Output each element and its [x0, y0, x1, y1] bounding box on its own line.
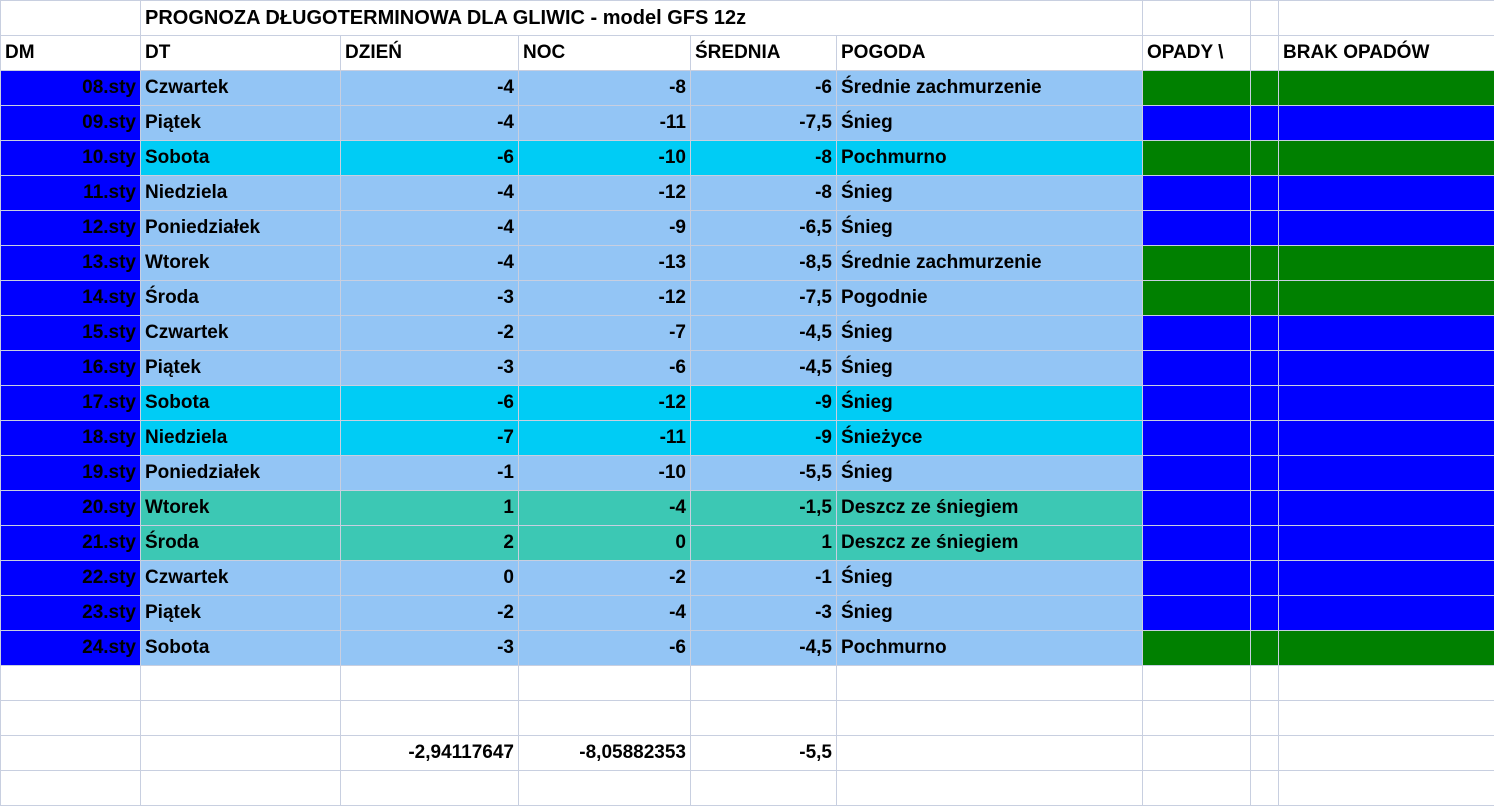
cell-weather: Średnie zachmurzenie [837, 71, 1143, 106]
cell-day-temp: -1 [341, 456, 519, 491]
cell-weekday: Niedziela [141, 421, 341, 456]
cell-precipitation-indicator [1143, 386, 1251, 421]
cell-day-temp: -2 [341, 316, 519, 351]
cell-date: 23.sty [1, 596, 141, 631]
cell-precipitation-indicator [1251, 526, 1279, 561]
cell-precipitation-indicator [1251, 106, 1279, 141]
header-srednia: ŚREDNIA [691, 36, 837, 71]
cell-average-temp: -4,5 [691, 351, 837, 386]
cell-blank [1143, 666, 1251, 701]
table-row [1, 561, 1494, 596]
cell-average-temp: -1 [691, 561, 837, 596]
cell-precipitation-indicator [1143, 141, 1251, 176]
cell-blank [141, 701, 341, 736]
cell-weather: Śnieg [837, 456, 1143, 491]
cell-precipitation-indicator [1279, 631, 1494, 666]
cell-precipitation-indicator [1279, 141, 1494, 176]
cell-weekday: Niedziela [141, 176, 341, 211]
cell-blank [519, 666, 691, 701]
summary-night-average: -8,05882353 [519, 736, 691, 771]
cell-day-temp: 0 [341, 561, 519, 596]
cell-weather: Śnieżyce [837, 421, 1143, 456]
table-row [1, 631, 1494, 666]
cell-date: 13.sty [1, 246, 141, 281]
cell-precipitation-indicator [1143, 106, 1251, 141]
cell-average-temp: -9 [691, 421, 837, 456]
cell-day-temp: -3 [341, 281, 519, 316]
cell-precipitation-indicator [1279, 596, 1494, 631]
cell-day-temp: -4 [341, 106, 519, 141]
cell-average-temp: -4,5 [691, 316, 837, 351]
cell-blank [1143, 771, 1251, 806]
cell-blank [1, 666, 141, 701]
cell-precipitation-indicator [1279, 421, 1494, 456]
cell-weekday: Wtorek [141, 491, 341, 526]
cell-day-temp: -6 [341, 386, 519, 421]
table-row [1, 71, 1494, 106]
cell-blank [1251, 666, 1279, 701]
cell-precipitation-indicator [1251, 176, 1279, 211]
cell-precipitation-indicator [1143, 211, 1251, 246]
cell-date: 11.sty [1, 176, 141, 211]
cell-average-temp: -9 [691, 386, 837, 421]
header-dzien: DZIEŃ [341, 36, 519, 71]
cell-precipitation-indicator [1143, 246, 1251, 281]
cell-night-temp: -8 [519, 71, 691, 106]
cell-night-temp: -2 [519, 561, 691, 596]
cell-precipitation-indicator [1251, 456, 1279, 491]
cell-weather: Śnieg [837, 316, 1143, 351]
cell-weekday: Środa [141, 281, 341, 316]
cell-precipitation-indicator [1279, 71, 1494, 106]
cell-precipitation-indicator [1143, 281, 1251, 316]
cell-precipitation-indicator [1143, 526, 1251, 561]
cell-blank [1251, 771, 1279, 806]
cell-precipitation-indicator [1279, 176, 1494, 211]
page-title: PROGNOZA DŁUGOTERMINOWA DLA GLIWIC - model GFS 12z [141, 1, 1143, 36]
cell-weekday: Sobota [141, 386, 341, 421]
cell-precipitation-indicator [1279, 106, 1494, 141]
cell-day-temp: -3 [341, 351, 519, 386]
title-row [1, 1, 1494, 36]
cell-precipitation-indicator [1251, 71, 1279, 106]
header-opady-spacer [1251, 36, 1279, 71]
cell-precipitation-indicator [1279, 351, 1494, 386]
cell-blank [141, 736, 341, 771]
cell-date: 08.sty [1, 71, 141, 106]
table-row [1, 246, 1494, 281]
cell-day-temp: 1 [341, 491, 519, 526]
cell-blank [1143, 701, 1251, 736]
cell-precipitation-indicator [1251, 386, 1279, 421]
header-noc: NOC [519, 36, 691, 71]
cell-day-temp: -7 [341, 421, 519, 456]
cell-date: 22.sty [1, 561, 141, 596]
cell-weather: Śnieg [837, 351, 1143, 386]
table-row [1, 351, 1494, 386]
cell-blank [141, 666, 341, 701]
table-row [1, 176, 1494, 211]
header-brak-opadow: BRAK OPADÓW [1279, 36, 1494, 71]
cell-date: 16.sty [1, 351, 141, 386]
table-row [1, 141, 1494, 176]
title-row-blank-1 [1143, 1, 1251, 36]
cell-blank [837, 666, 1143, 701]
cell-date: 18.sty [1, 421, 141, 456]
cell-blank [1, 771, 141, 806]
cell-weather: Pogodnie [837, 281, 1143, 316]
cell-precipitation-indicator [1279, 246, 1494, 281]
cell-blank [341, 666, 519, 701]
summary-overall-average: -5,5 [691, 736, 837, 771]
cell-weather: Średnie zachmurzenie [837, 246, 1143, 281]
cell-precipitation-indicator [1279, 456, 1494, 491]
cell-weekday: Środa [141, 526, 341, 561]
cell-precipitation-indicator [1143, 351, 1251, 386]
cell-average-temp: -7,5 [691, 106, 837, 141]
cell-precipitation-indicator [1251, 561, 1279, 596]
cell-date: 15.sty [1, 316, 141, 351]
cell-weather: Śnieg [837, 106, 1143, 141]
cell-blank [1279, 771, 1494, 806]
cell-average-temp: -3 [691, 596, 837, 631]
cell-date: 12.sty [1, 211, 141, 246]
cell-date: 09.sty [1, 106, 141, 141]
cell-precipitation-indicator [1251, 596, 1279, 631]
cell-night-temp: -12 [519, 386, 691, 421]
cell-precipitation-indicator [1251, 491, 1279, 526]
cell-precipitation-indicator [1143, 421, 1251, 456]
cell-day-temp: -4 [341, 176, 519, 211]
cell-night-temp: -12 [519, 176, 691, 211]
cell-blank [141, 771, 341, 806]
cell-blank [341, 701, 519, 736]
cell-average-temp: -5,5 [691, 456, 837, 491]
cell-night-temp: -11 [519, 106, 691, 141]
cell-weather: Pochmurno [837, 141, 1143, 176]
cell-precipitation-indicator [1279, 561, 1494, 596]
cell-blank [837, 736, 1143, 771]
cell-precipitation-indicator [1143, 176, 1251, 211]
table-row [1, 386, 1494, 421]
cell-average-temp: -6 [691, 71, 837, 106]
cell-weekday: Sobota [141, 631, 341, 666]
cell-blank [691, 666, 837, 701]
cell-precipitation-indicator [1143, 596, 1251, 631]
cell-average-temp: 1 [691, 526, 837, 561]
cell-date: 21.sty [1, 526, 141, 561]
table-row [1, 211, 1494, 246]
title-row-blank-2 [1251, 1, 1279, 36]
cell-night-temp: -10 [519, 456, 691, 491]
cell-date: 17.sty [1, 386, 141, 421]
cell-precipitation-indicator [1143, 456, 1251, 491]
cell-weekday: Poniedziałek [141, 211, 341, 246]
table-row [1, 596, 1494, 631]
cell-weekday: Czwartek [141, 71, 341, 106]
cell-weekday: Piątek [141, 351, 341, 386]
cell-date: 19.sty [1, 456, 141, 491]
cell-night-temp: -9 [519, 211, 691, 246]
table-row [1, 316, 1494, 351]
cell-night-temp: -6 [519, 351, 691, 386]
table-row [1, 106, 1494, 141]
footer-blank-row-2 [1, 701, 1494, 736]
cell-precipitation-indicator [1251, 351, 1279, 386]
cell-date: 10.sty [1, 141, 141, 176]
cell-precipitation-indicator [1251, 631, 1279, 666]
cell-night-temp: -6 [519, 631, 691, 666]
summary-row [1, 736, 1494, 771]
cell-blank [1, 701, 141, 736]
cell-weather: Śnieg [837, 211, 1143, 246]
cell-precipitation-indicator [1279, 316, 1494, 351]
header-opady: OPADY \ [1143, 36, 1251, 71]
cell-day-temp: -6 [341, 141, 519, 176]
cell-night-temp: -7 [519, 316, 691, 351]
table-row [1, 491, 1494, 526]
cell-precipitation-indicator [1143, 491, 1251, 526]
cell-weekday: Piątek [141, 106, 341, 141]
title-row-spacer [1, 1, 141, 36]
footer-blank-row-3 [1, 771, 1494, 806]
cell-precipitation-indicator [1251, 316, 1279, 351]
cell-precipitation-indicator [1251, 211, 1279, 246]
cell-blank [1, 736, 141, 771]
title-row-blank-3 [1279, 1, 1494, 36]
cell-weekday: Sobota [141, 141, 341, 176]
cell-average-temp: -7,5 [691, 281, 837, 316]
cell-blank [519, 771, 691, 806]
cell-average-temp: -8 [691, 176, 837, 211]
cell-weather: Śnieg [837, 596, 1143, 631]
cell-weekday: Czwartek [141, 561, 341, 596]
cell-precipitation-indicator [1251, 246, 1279, 281]
summary-day-average: -2,94117647 [341, 736, 519, 771]
cell-night-temp: -4 [519, 491, 691, 526]
cell-precipitation-indicator [1143, 71, 1251, 106]
cell-blank [1251, 736, 1279, 771]
cell-blank [837, 771, 1143, 806]
cell-day-temp: -4 [341, 211, 519, 246]
cell-night-temp: -4 [519, 596, 691, 631]
header-dm: DM [1, 36, 141, 71]
cell-day-temp: -4 [341, 71, 519, 106]
table-row [1, 526, 1494, 561]
cell-blank [837, 701, 1143, 736]
cell-day-temp: -4 [341, 246, 519, 281]
cell-date: 20.sty [1, 491, 141, 526]
header-row [1, 36, 1494, 71]
cell-night-temp: -11 [519, 421, 691, 456]
cell-precipitation-indicator [1251, 421, 1279, 456]
cell-average-temp: -8,5 [691, 246, 837, 281]
cell-precipitation-indicator [1279, 491, 1494, 526]
cell-blank [341, 771, 519, 806]
cell-night-temp: -10 [519, 141, 691, 176]
cell-blank [519, 701, 691, 736]
cell-day-temp: 2 [341, 526, 519, 561]
cell-blank [691, 771, 837, 806]
cell-precipitation-indicator [1279, 526, 1494, 561]
cell-date: 14.sty [1, 281, 141, 316]
cell-precipitation-indicator [1143, 631, 1251, 666]
footer-blank-row-1 [1, 666, 1494, 701]
header-dt: DT [141, 36, 341, 71]
cell-average-temp: -6,5 [691, 211, 837, 246]
cell-day-temp: -3 [341, 631, 519, 666]
table-row [1, 421, 1494, 456]
cell-blank [691, 701, 837, 736]
cell-blank [1279, 736, 1494, 771]
cell-night-temp: 0 [519, 526, 691, 561]
cell-average-temp: -8 [691, 141, 837, 176]
cell-average-temp: -1,5 [691, 491, 837, 526]
cell-precipitation-indicator [1143, 561, 1251, 596]
cell-blank [1251, 701, 1279, 736]
cell-weather: Pochmurno [837, 631, 1143, 666]
cell-date: 24.sty [1, 631, 141, 666]
cell-blank [1279, 701, 1494, 736]
cell-blank [1143, 736, 1251, 771]
cell-precipitation-indicator [1143, 316, 1251, 351]
cell-blank [1279, 666, 1494, 701]
table-row [1, 281, 1494, 316]
cell-precipitation-indicator [1279, 281, 1494, 316]
cell-night-temp: -13 [519, 246, 691, 281]
cell-precipitation-indicator [1251, 141, 1279, 176]
header-pogoda: POGODA [837, 36, 1143, 71]
cell-night-temp: -12 [519, 281, 691, 316]
cell-weather: Śnieg [837, 176, 1143, 211]
cell-average-temp: -4,5 [691, 631, 837, 666]
cell-day-temp: -2 [341, 596, 519, 631]
cell-weather: Deszcz ze śniegiem [837, 491, 1143, 526]
cell-precipitation-indicator [1279, 211, 1494, 246]
cell-weekday: Piątek [141, 596, 341, 631]
cell-weekday: Poniedziałek [141, 456, 341, 491]
table-row [1, 456, 1494, 491]
cell-precipitation-indicator [1279, 386, 1494, 421]
cell-weekday: Czwartek [141, 316, 341, 351]
cell-weather: Śnieg [837, 561, 1143, 596]
cell-weather: Deszcz ze śniegiem [837, 526, 1143, 561]
cell-precipitation-indicator [1251, 281, 1279, 316]
cell-weather: Śnieg [837, 386, 1143, 421]
cell-weekday: Wtorek [141, 246, 341, 281]
